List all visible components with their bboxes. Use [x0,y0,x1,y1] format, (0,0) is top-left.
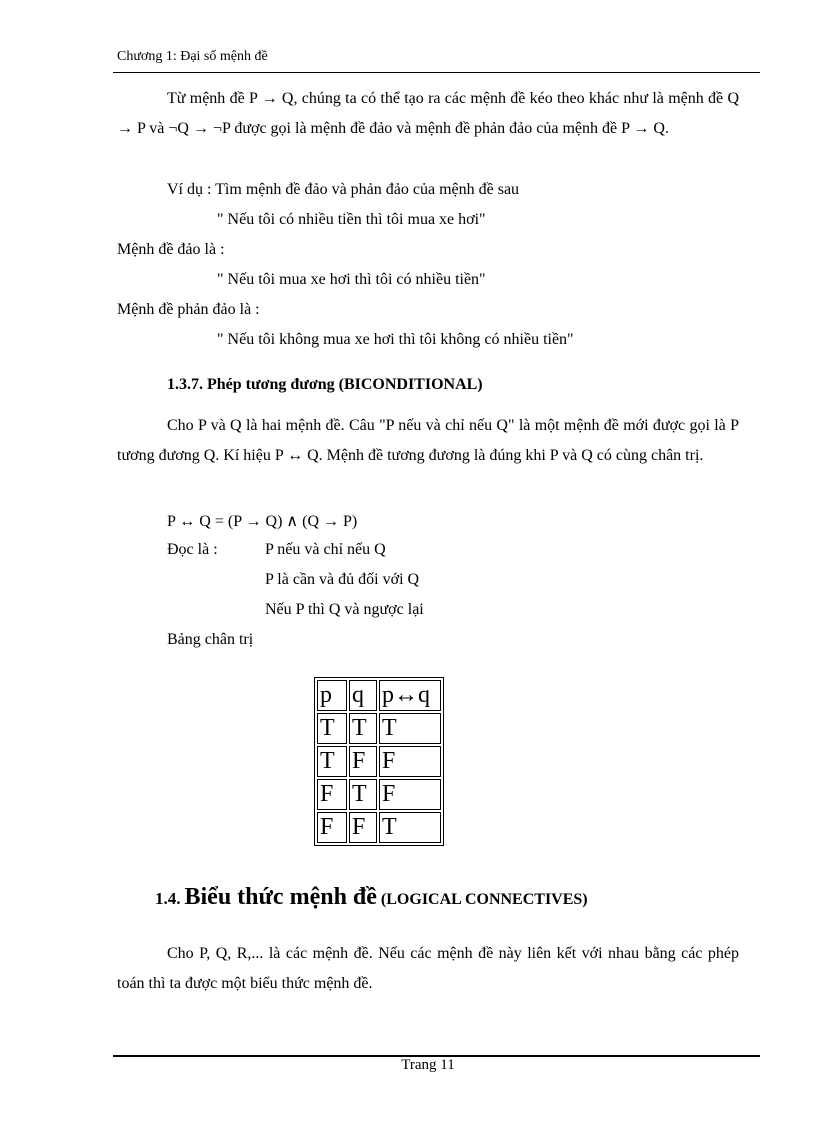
table-cell: F [379,779,441,810]
contrapositive-label: Mệnh đề phản đảo là : [117,301,260,318]
converse-label: Mệnh đề đảo là : [117,241,225,258]
table-cell: F [317,812,347,843]
header-cell-q: q [349,680,377,711]
table-cell: T [349,713,377,744]
section-1-4-heading [155,884,588,911]
table-cell: F [349,746,377,777]
table-cell: F [317,779,347,810]
header-rule [113,72,760,73]
read-as-line-2: P là cần và đủ đối với Q [265,571,420,588]
paragraph-logical-expression: Cho P, Q, R,... là các mệnh đề. Nếu các mệnh đề này liên kết với nhau bằng các phép toán thì ta được một biểu thức mệnh đề. [117,945,739,992]
truth-table-header-row [317,680,441,711]
read-as-line-3: Nếu P thì Q và ngược lại [265,601,424,618]
truth-table-label: Bảng chân trị [167,631,254,648]
example-statement: " Nếu tôi có nhiều tiền thì tôi mua xe hơi" [217,211,486,228]
paragraph-converse-intro: Từ mệnh đề P → Q, chúng ta có thể tạo ra các mệnh đề kéo theo khác như là mệnh đề Q → P và ¬Q → ¬P được gọi là mệnh đề đảo và mệnh đề phản đảo của mệnh đề P → Q. [117,90,739,137]
converse-statement: " Nếu tôi mua xe hơi thì tôi có nhiều tiền" [217,271,486,288]
biconditional-formula: P ↔ Q = (P → Q) ∧ (Q → P) [167,513,358,530]
table-cell: T [379,812,441,843]
table-row [317,812,441,843]
table-cell: F [349,812,377,843]
table-row [317,713,441,744]
section-1-4-subtitle: (LOGICAL CONNECTIVES) [380,891,588,908]
example-intro: Ví dụ : Tìm mệnh đề đảo và phản đảo của mệnh đề sau [167,181,520,198]
section-1-4-title: Biểu thức mệnh đề [184,884,377,910]
table-cell: T [317,713,347,744]
table-cell: F [379,746,441,777]
chapter-header: Chương 1: Đại số mệnh đề [117,49,268,64]
table-row [317,779,441,810]
table-cell: T [317,746,347,777]
table-cell: T [379,713,441,744]
table-row [317,746,441,777]
paragraph-biconditional-definition: Cho P và Q là hai mệnh đề. Câu "P nếu và chỉ nếu Q" là một mệnh đề mới được gọi là P tương đương Q. Kí hiệu P ↔ Q. Mệnh đề tương đương là đúng khi P và Q có cùng chân trị. [117,417,739,464]
truth-table [314,677,444,846]
read-as-line-1: P nếu và chỉ nếu Q [265,541,386,558]
page-number: Trang 11 [401,1057,455,1073]
table-cell: T [349,779,377,810]
section-1-4-number: 1.4. [155,889,181,908]
read-as-label: Đọc là : [167,541,218,558]
header-cell-p-iff-q: p↔q [379,680,441,711]
header-cell-p: p [317,680,347,711]
section-1-3-7-heading: 1.3.7. Phép tương đương (BICONDITIONAL) [167,376,483,393]
contrapositive-statement: " Nếu tôi không mua xe hơi thì tôi không có nhiều tiền" [217,331,574,348]
